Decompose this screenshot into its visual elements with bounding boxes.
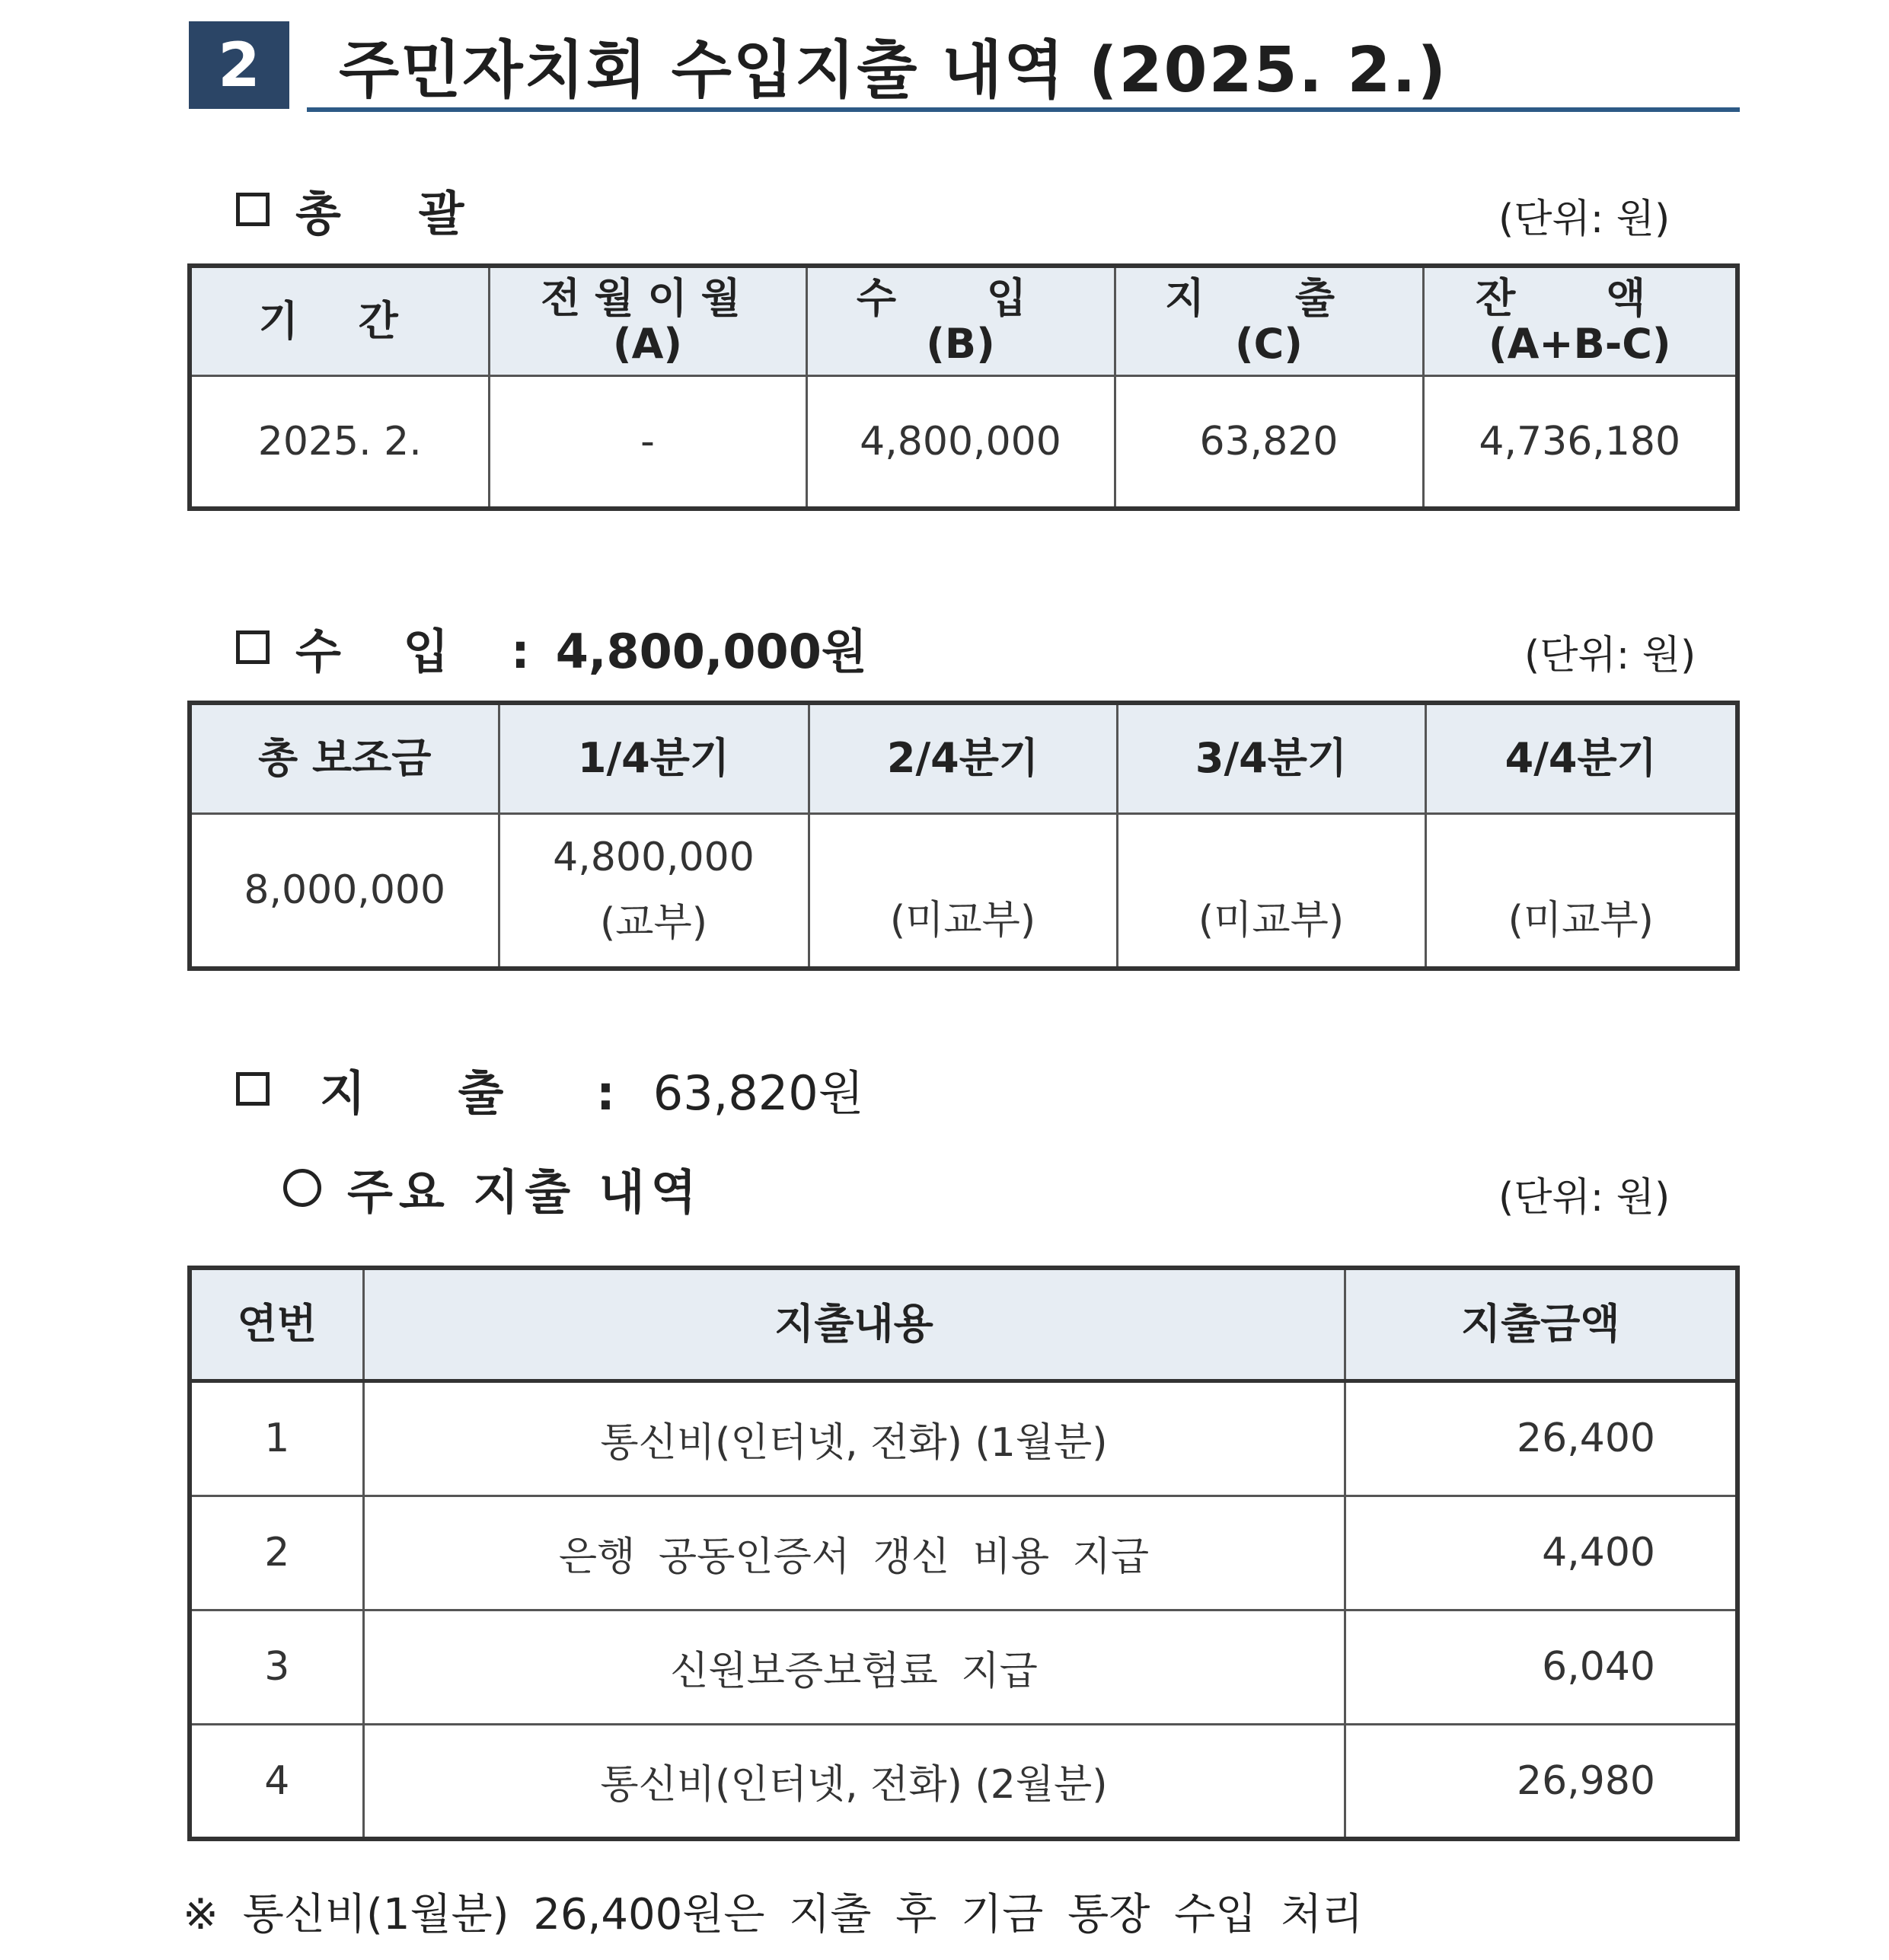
- expense-no: 3: [190, 1610, 363, 1724]
- expense-header-no: 연번: [190, 1268, 363, 1381]
- expense-desc: 통신비(인터넷, 전화) (2월분): [363, 1724, 1345, 1839]
- summary-income: 4,800,000: [806, 375, 1115, 509]
- table-row: [190, 1496, 1737, 1610]
- page-title: 주민자치회 수입지출 내역 (2025. 2.): [339, 34, 1448, 107]
- income-q1-status: (교부): [599, 900, 708, 946]
- expense-no: 4: [190, 1724, 363, 1839]
- title-underline: [307, 107, 1740, 112]
- summary-header-row: [190, 266, 1737, 375]
- checkbox-square-icon: [236, 630, 270, 664]
- income-q1-amount: 4,800,000: [553, 835, 755, 881]
- income-q1: [499, 813, 809, 969]
- income-q4: [1425, 813, 1737, 969]
- income-header-q3: 3/4분기: [1117, 703, 1425, 813]
- expense-desc: 통신비(인터넷, 전화) (1월분): [363, 1381, 1345, 1496]
- expense-sub-heading-label: 주요 지출 내역: [347, 1164, 703, 1220]
- expense-unit: (단위: 원): [1498, 1175, 1670, 1221]
- expense-no: 2: [190, 1496, 363, 1610]
- income-heading: [236, 621, 867, 679]
- income-q2-status: (미교부): [889, 898, 1036, 943]
- table-row: [190, 1381, 1737, 1496]
- expense-amount: 26,400: [1345, 1381, 1737, 1496]
- income-heading-label: 수 입 :: [295, 623, 553, 679]
- summary-header-carryover: 전월이월 (A): [489, 266, 806, 375]
- expense-sub-heading: [283, 1161, 703, 1220]
- summary-expense: 63,820: [1115, 375, 1423, 509]
- income-header-q1: 1/4분기: [499, 703, 809, 813]
- expense-amount: 6,040: [1345, 1610, 1737, 1724]
- summary-carryover: -: [489, 375, 806, 509]
- income-q2: [809, 813, 1117, 969]
- summary-balance: 4,736,180: [1423, 375, 1737, 509]
- expense-no: 1: [190, 1381, 363, 1496]
- income-q3-status: (미교부): [1198, 898, 1345, 943]
- income-table: [187, 701, 1740, 971]
- expense-header-desc: 지출내용: [363, 1268, 1345, 1381]
- income-data-row: [190, 813, 1737, 969]
- summary-period: 2025. 2.: [190, 375, 489, 509]
- expense-heading: [236, 1062, 864, 1121]
- income-header-row: [190, 703, 1737, 813]
- expense-heading-amount: 63,820원: [653, 1065, 864, 1121]
- summary-data-row: [190, 375, 1737, 509]
- summary-table: [187, 263, 1740, 511]
- checkbox-square-icon: [236, 193, 270, 226]
- checkbox-square-icon: [236, 1072, 270, 1106]
- summary-header-expense: 지 출 (C): [1115, 266, 1423, 375]
- summary-heading-label: 총 괄: [295, 185, 495, 241]
- expense-amount: 26,980: [1345, 1724, 1737, 1839]
- expense-header-row: [190, 1268, 1737, 1381]
- expense-header-amount: 지출금액: [1345, 1268, 1737, 1381]
- income-header-q4: 4/4분기: [1425, 703, 1737, 813]
- section-number: 2: [189, 21, 289, 109]
- summary-unit: (단위: 원): [1498, 196, 1670, 242]
- expense-desc: 은행 공동인증서 갱신 비용 지급: [363, 1496, 1345, 1610]
- table-row: [190, 1610, 1737, 1724]
- expense-table: [187, 1266, 1740, 1841]
- expense-desc: 신원보증보험료 지급: [363, 1610, 1345, 1724]
- table-row: [190, 1724, 1737, 1839]
- income-q3: [1117, 813, 1425, 969]
- expense-amount: 4,400: [1345, 1496, 1737, 1610]
- circle-bullet-icon: [283, 1169, 321, 1207]
- summary-header-balance: 잔 액 (A+B-C): [1423, 266, 1737, 375]
- income-header-q2: 2/4분기: [809, 703, 1117, 813]
- summary-heading: [236, 183, 495, 241]
- expense-heading-label: 지 출 :: [320, 1065, 653, 1121]
- summary-header-income: 수 입 (B): [806, 266, 1115, 375]
- income-unit: (단위: 원): [1524, 633, 1696, 678]
- income-header-total: 총 보조금: [190, 703, 499, 813]
- income-heading-amount: 4,800,000원: [555, 623, 867, 679]
- income-total: 8,000,000: [190, 813, 499, 969]
- summary-header-period: 기 간: [190, 266, 489, 375]
- footnote: ※ 통신비(1월분) 26,400원은 지출 후 기금 통장 수입 처리: [183, 1890, 1364, 1939]
- income-q4-status: (미교부): [1508, 898, 1654, 943]
